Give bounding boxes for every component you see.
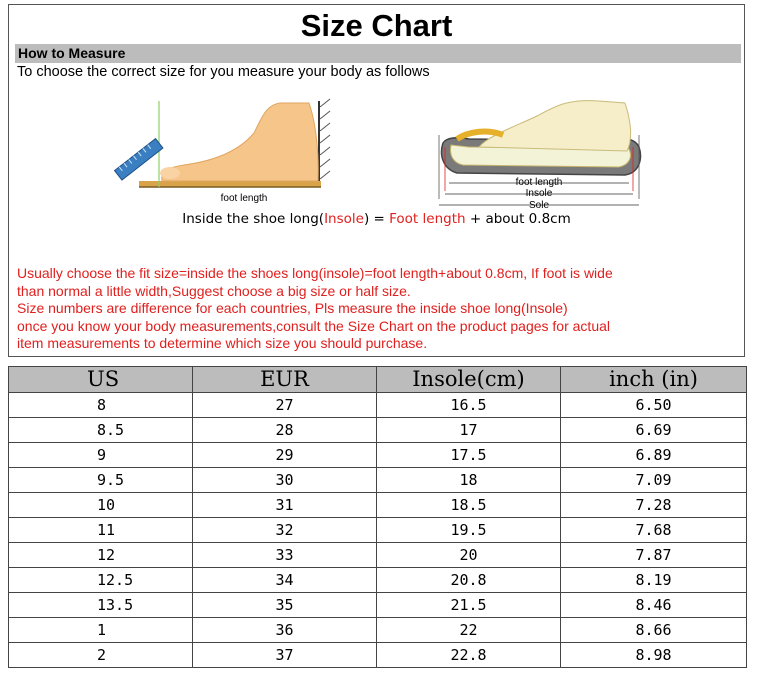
table-row [9, 393, 747, 418]
cell-us: 8 [9, 393, 193, 418]
cell-eur: 36 [193, 618, 377, 643]
table-row [9, 543, 747, 568]
cell-inch: 7.68 [561, 518, 747, 543]
cell-eur: 30 [193, 468, 377, 493]
insole-formula [9, 211, 744, 227]
cell-eur: 37 [193, 643, 377, 668]
cell-inch: 7.87 [561, 543, 747, 568]
cell-us: 13.5 [9, 593, 193, 618]
cell-inch: 7.28 [561, 493, 747, 518]
cell-insole: 17 [377, 418, 561, 443]
header-inch: inch (in) [561, 367, 747, 393]
header-eur: EUR [193, 367, 377, 393]
formula-part1: Inside the shoe long( [182, 211, 325, 227]
cell-inch: 8.98 [561, 643, 747, 668]
how-to-measure-panel [8, 4, 745, 357]
cell-eur: 28 [193, 418, 377, 443]
cell-insole: 22 [377, 618, 561, 643]
cell-inch: 7.09 [561, 468, 747, 493]
label-sole: Sole [528, 200, 550, 211]
cell-us: 11 [9, 518, 193, 543]
cell-insole: 22.8 [377, 643, 561, 668]
cell-us: 2 [9, 643, 193, 668]
cell-insole: 20.8 [377, 568, 561, 593]
cell-us: 1 [9, 618, 193, 643]
note-line: item measurements to determine which size you should purchase. [17, 335, 428, 352]
table-row [9, 568, 747, 593]
table-row [9, 443, 747, 468]
shoe-insole-illustration [429, 95, 649, 215]
cell-us: 12.5 [9, 568, 193, 593]
cell-eur: 32 [193, 518, 377, 543]
note-line: Size numbers are difference for each countries, Pls measure the inside shoe long(Insole) [17, 300, 568, 317]
cell-insole: 18.5 [377, 493, 561, 518]
note-line: Usually choose the fit size=inside the shoes long(insole)=foot length+about 0.8cm, If foot is wide [17, 265, 613, 281]
formula-foot-length: Foot length [389, 211, 466, 227]
header-insole: Insole(cm) [377, 367, 561, 393]
table-row [9, 468, 747, 493]
table-row [9, 618, 747, 643]
cell-insole: 19.5 [377, 518, 561, 543]
foot-length-caption: foot length [220, 193, 268, 204]
cell-eur: 27 [193, 393, 377, 418]
table-row [9, 593, 747, 618]
cell-insole: 18 [377, 468, 561, 493]
formula-part5: + about 0.8cm [465, 211, 571, 227]
sizing-notes [17, 265, 745, 353]
intro-text: To choose the correct size for you measure your body as follows [17, 64, 430, 80]
table-row [9, 518, 747, 543]
table-row [9, 643, 747, 668]
table-header-row [9, 367, 747, 393]
cell-inch: 8.46 [561, 593, 747, 618]
cell-eur: 33 [193, 543, 377, 568]
cell-inch: 6.69 [561, 418, 747, 443]
cell-inch: 6.89 [561, 443, 747, 468]
cell-us: 12 [9, 543, 193, 568]
cell-eur: 29 [193, 443, 377, 468]
cell-inch: 8.66 [561, 618, 747, 643]
cell-inch: 6.50 [561, 393, 747, 418]
cell-insole: 17.5 [377, 443, 561, 468]
label-foot-length: foot length [515, 177, 563, 188]
cell-insole: 16.5 [377, 393, 561, 418]
foot-measure-illustration [104, 93, 344, 211]
formula-insole: Insole [324, 211, 364, 227]
cell-eur: 34 [193, 568, 377, 593]
page-title: Size Chart [300, 8, 453, 43]
table-row [9, 493, 747, 518]
formula-part3: ) = [363, 211, 390, 227]
cell-us: 9.5 [9, 468, 193, 493]
how-to-measure-heading: How to Measure [15, 44, 741, 63]
cell-insole: 21.5 [377, 593, 561, 618]
size-table [8, 366, 747, 668]
cell-inch: 8.19 [561, 568, 747, 593]
cell-us: 9 [9, 443, 193, 468]
header-us: US [9, 367, 193, 393]
note-line: than normal a little width,Suggest choose a big size or half size. [17, 282, 411, 299]
cell-eur: 31 [193, 493, 377, 518]
note-line: once you know your body measurements,consult the Size Chart on the product pages for actual [17, 317, 611, 334]
label-insole: Insole [525, 188, 553, 199]
cell-eur: 35 [193, 593, 377, 618]
cell-us: 8.5 [9, 418, 193, 443]
table-row [9, 418, 747, 443]
size-table-body [9, 393, 747, 668]
cell-us: 10 [9, 493, 193, 518]
cell-insole: 20 [377, 543, 561, 568]
